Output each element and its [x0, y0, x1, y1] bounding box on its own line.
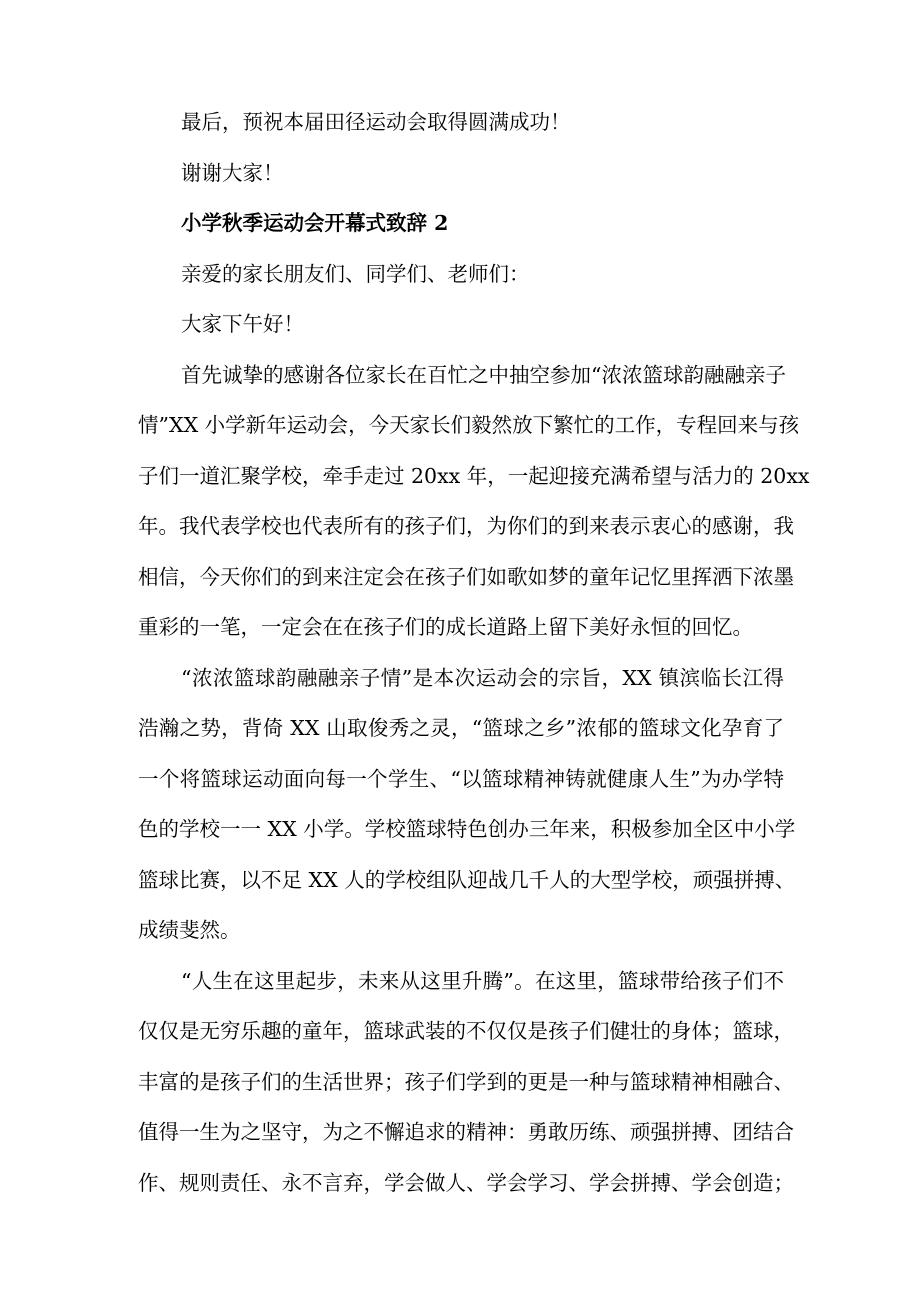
- paragraph-line: 作、规则责任、永不言弃，学会做人、学会学习、学会拼搏、学会创造；: [138, 1170, 794, 1195]
- paragraph-line: 色的学校一一 XX 小学。学校篮球特色创办三年来，积极参加全区中小学: [138, 817, 796, 841]
- greeting: 大家下午好！: [181, 312, 304, 336]
- paragraph-line: 重彩的一笔，一定会在在孩子们的成长道路上留下美好永恒的回忆。: [138, 615, 753, 639]
- salutation: 亲爱的家长朋友们、同学们、老师们：: [181, 261, 530, 286]
- paragraph-line: “人生在这里起步，未来从这里升腾”。在这里，篮球带给孩子们不: [181, 968, 784, 993]
- paragraph-line: 年。我代表学校也代表所有的孩子们，为你们的到来表示衷心的感谢，我: [138, 514, 794, 538]
- paragraph-line: 值得一生为之坚守，为之不懈追求的精神：勇敢历练、顽强拼搏、团结合: [138, 1120, 794, 1144]
- paragraph-line: 浩瀚之势，背倚 XX 山取俊秀之灵，“篮球之乡”浓郁的篮球文化孕育了: [138, 716, 784, 740]
- paragraph-line: 相信，今天你们的到来注定会在孩子们如歌如梦的童年记忆里挥洒下浓墨: [138, 564, 794, 589]
- document-body: [138, 97, 810, 1208]
- closing-wish: 最后，预祝本届田径运动会取得圆满成功！: [181, 110, 571, 134]
- paragraph-line: “浓浓篮球韵融融亲子情”是本次运动会的宗旨，XX 镇滨临长江得: [181, 665, 784, 690]
- paragraph-line: 成绩斐然。: [138, 918, 241, 942]
- section-heading: 小学秋季运动会开幕式致辞 2: [181, 211, 449, 235]
- paragraph-line: 丰富的是孩子们的生活世界；孩子们学到的更是一种与篮球精神相融合、: [138, 1069, 794, 1094]
- paragraph-line: 情”XX 小学新年运动会，今天家长们毅然放下繁忙的工作，专程回来与孩: [138, 413, 800, 437]
- closing-thanks: 谢谢大家！: [181, 160, 284, 185]
- paragraph-line: 仅仅是无穷乐趣的童年，篮球武装的不仅仅是孩子们健壮的身体；篮球，: [138, 1019, 794, 1043]
- paragraph-line: 一个将篮球运动面向每一个学生、“以篮球精神铸就健康人生”为办学特: [138, 766, 784, 791]
- paragraph-line: 篮球比赛，以不足 XX 人的学校组队迎战几千人的大型学校，顽强拼搏、: [138, 867, 796, 892]
- paragraph-line: 首先诚挚的感谢各位家长在百忙之中抽空参加“浓浓篮球韵融融亲子: [181, 362, 786, 387]
- paragraph-line: 子们一道汇聚学校，牵手走过 20xx 年，一起迎接充满希望与活力的 20xx: [138, 463, 810, 488]
